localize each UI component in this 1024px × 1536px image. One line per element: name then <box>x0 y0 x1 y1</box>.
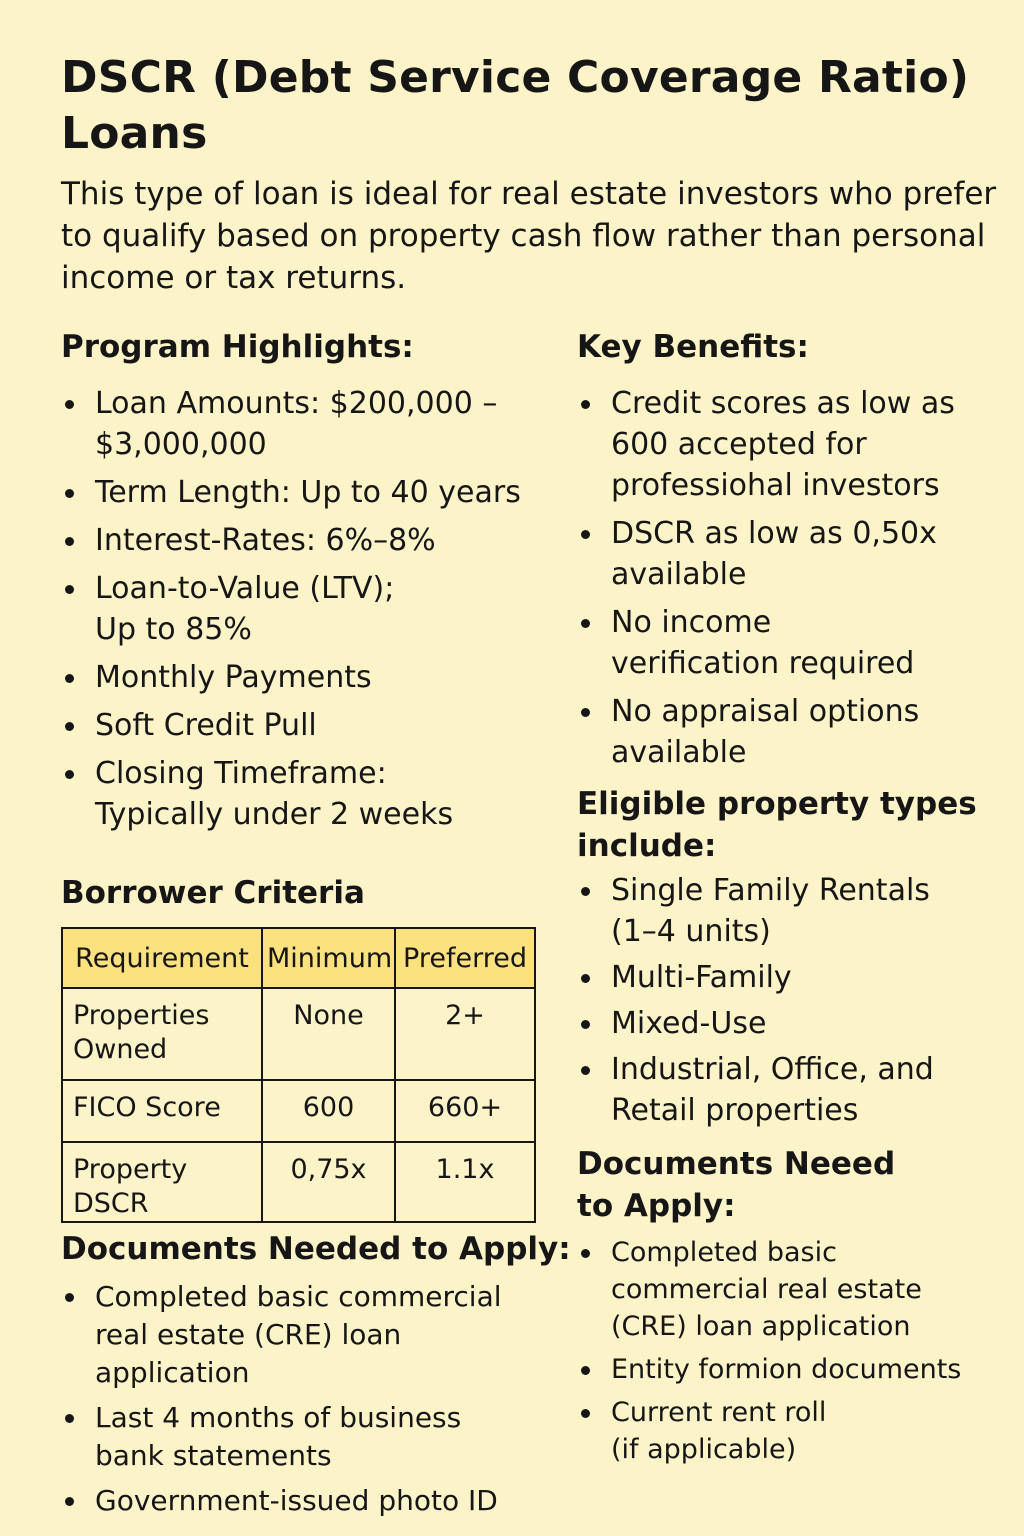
table-cell: FICO Score <box>62 1080 262 1142</box>
column-header: Minimum <box>262 928 395 988</box>
list-item: Loan-to-Value (LTV); Up to 85% <box>61 568 425 650</box>
table-row <box>62 1080 535 1142</box>
column-header: Requirement <box>62 928 262 988</box>
table-cell: 660+ <box>395 1080 535 1142</box>
key-benefits-heading: Key Benefits: <box>577 329 809 365</box>
documents-left-heading: Documents Needed to Apply: <box>61 1231 571 1267</box>
column-header: Preferred <box>395 928 535 988</box>
table-cell: 0,75x <box>262 1142 395 1222</box>
table-row <box>62 1142 535 1222</box>
list-item: Credit scores as low as 600 accepted for professiohal investors <box>577 383 997 506</box>
documents-left-list <box>61 1278 551 1527</box>
eligible-types-heading: Eligible property types include: <box>577 786 977 864</box>
list-item: Entity formion documents <box>577 1351 997 1388</box>
borrower-criteria-heading: Borrower Criteria <box>61 875 365 911</box>
table-row <box>62 988 535 1080</box>
table-cell: None <box>262 988 395 1080</box>
table-cell: Property DSCR <box>62 1142 262 1222</box>
program-highlights-heading: Program Highlights: <box>61 329 414 365</box>
list-item: Completed basic commercial real estate (CRE) loan application <box>577 1234 997 1345</box>
list-item: Mixed-Use <box>577 1003 997 1044</box>
list-item: Multi-Family <box>577 957 997 998</box>
list-item: Closing Timeframe: Typically under 2 weeks <box>61 753 495 835</box>
table-header-row <box>62 928 535 988</box>
list-item: Loan Amounts: $200,000 – $3,000,000 <box>61 383 551 465</box>
list-item: Single Family Rentals (1–4 units) <box>577 870 941 952</box>
list-item: DSCR as low as 0,50x available <box>577 513 997 595</box>
borrower-criteria-table <box>61 927 536 1223</box>
table-cell: 600 <box>262 1080 395 1142</box>
list-item: Term Length: Up to 40 years <box>61 472 551 513</box>
list-item: Completed basic commercial real estate (CRE) loan application <box>61 1278 551 1392</box>
list-item: Government-issued photo ID <box>61 1482 551 1520</box>
list-item: No income verification required <box>577 602 941 684</box>
eligible-types-list <box>577 870 997 1136</box>
intro-text: This type of loan is ideal for real estate investors who prefer to qualify based on property cash flow rather than personal income or tax returns. <box>61 176 997 296</box>
table-cell: Properties Owned <box>62 988 262 1080</box>
table-cell: 2+ <box>395 988 535 1080</box>
list-item: Current rent roll (if applicable) <box>577 1394 851 1468</box>
program-highlights-list <box>61 383 551 842</box>
list-item: No appraisal options available <box>577 691 941 773</box>
documents-right-heading: Documents Neeed to Apply: <box>577 1146 896 1224</box>
list-item: Industrial, Office, and Retail properties <box>577 1049 951 1131</box>
list-item: Interest-Rates: 6%–8% <box>61 520 551 561</box>
documents-right-list <box>577 1234 997 1474</box>
list-item: Monthly Payments <box>61 657 551 698</box>
key-benefits-list <box>577 383 997 780</box>
list-item: Soft Credit Pull <box>61 705 551 746</box>
page-title: DSCR (Debt Service Coverage Ratio) Loans <box>61 52 970 159</box>
list-item: Last 4 months of business bank statements <box>61 1399 495 1475</box>
table-cell: 1.1x <box>395 1142 535 1222</box>
